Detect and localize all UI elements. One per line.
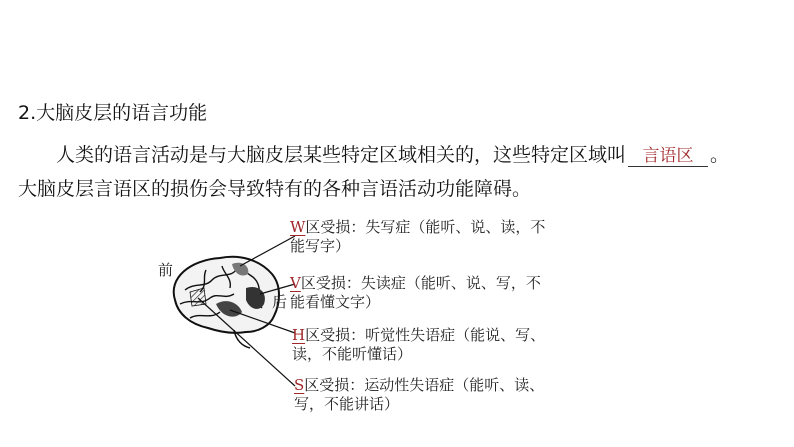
- area-s-description: [294, 376, 544, 414]
- area-s-letter: S: [294, 376, 305, 394]
- paragraph-text-after-blank: 。: [710, 144, 730, 166]
- area-h-line2: 读，不能听懂话）: [292, 345, 413, 363]
- area-s-line2: 写，不能讲话）: [294, 395, 400, 413]
- paragraph-text-before-blank: 人类的语言活动是与大脑皮层某些特定区域相关的，这些特定区域叫: [56, 144, 627, 166]
- area-h-letter: H: [292, 326, 306, 344]
- area-w-letter: W: [290, 218, 306, 236]
- area-v-line2: 能看懂文字）: [290, 293, 381, 311]
- brain-figure: [150, 208, 600, 423]
- back-label: 后: [272, 293, 288, 311]
- area-w-line2: 能写字）: [290, 237, 351, 255]
- answer-blank: 言语区: [628, 146, 708, 167]
- area-w-line1: 区受损：失写症（能听、说、读，不: [305, 218, 546, 236]
- area-v-description: [290, 274, 541, 312]
- paragraph-line-2: 大脑皮层言语区的损伤会导致特有的各种言语活动功能障碍。: [18, 178, 532, 200]
- area-w-description: [290, 218, 545, 256]
- area-v-letter: V: [290, 274, 301, 292]
- area-s-line1: 区受损：运动性失语症（能听、读、: [304, 376, 545, 394]
- area-h-line1: 区受损：听觉性失语症（能说、写、: [305, 326, 546, 344]
- paragraph-line-1: [18, 138, 788, 172]
- area-h-description: [292, 326, 545, 364]
- leader-w: [240, 236, 295, 266]
- section-heading: 2.大脑皮层的语言功能: [18, 102, 208, 124]
- front-label: 前: [158, 261, 174, 279]
- paragraph: [18, 138, 788, 206]
- area-v-line1: 区受损：失读症（能听、说、写，不: [300, 274, 541, 292]
